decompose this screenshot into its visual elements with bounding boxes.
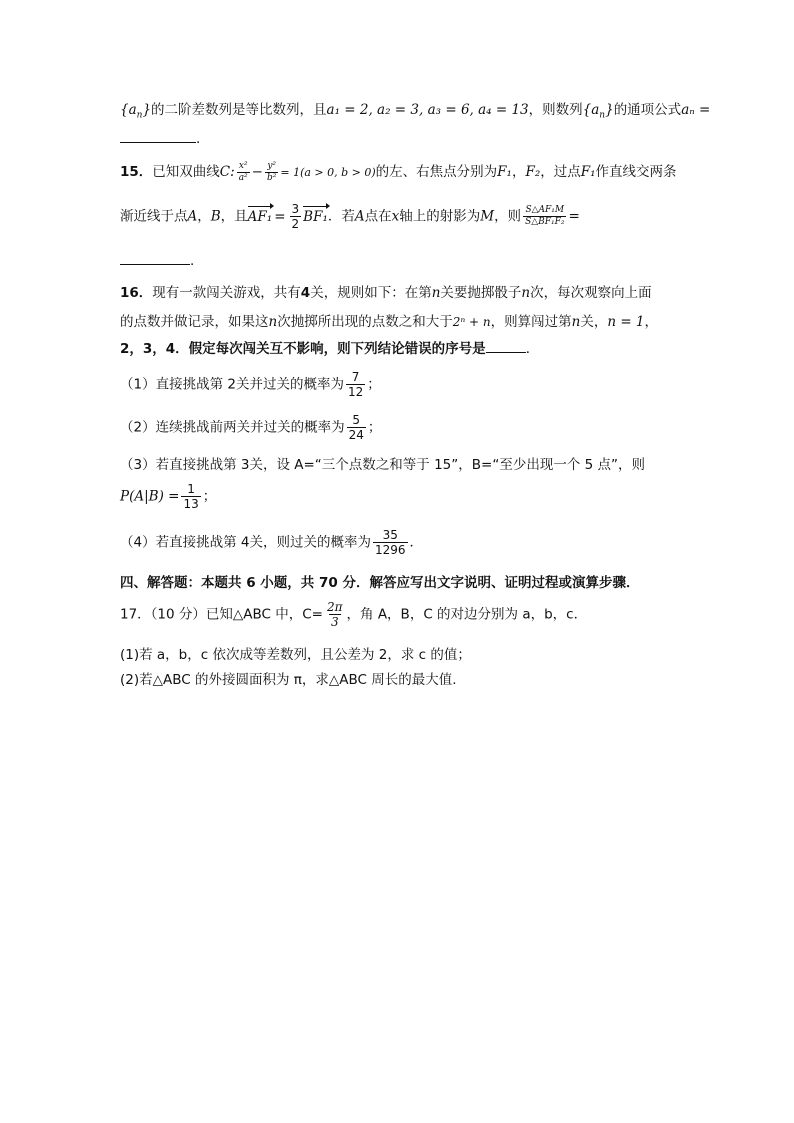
q15-number: 15． [120,164,153,180]
answer-blank-16[interactable] [486,338,526,353]
q15-text-8: 点在 [364,208,392,225]
q15-text-7: ．若 [327,208,355,225]
q15-text-2: 的左、右焦点分别为 [375,164,498,180]
q16-number: 16． [120,285,153,301]
q16-option-3: （3）若直接挑战第 3关，设 A=“三个点数之和等于 15”，B=“至少出现一个 5 点”，则 [120,457,645,473]
q14-line-1 [120,98,710,121]
frac-7-12: $\frac{7}{12}$ [347,370,364,399]
point-b: B [210,208,221,225]
q17-part-1: (1)若 a，b，c 依次成等差数列，且公差为 2，求 c 的值； [120,647,471,663]
q15-text-9: 轴上的射影为 [399,208,481,225]
q15-text-3: ，过点 [540,164,581,180]
q16-option-2: （2）连续挑战前两关并过关的概率为 $\frac{5}{24}$ ； [120,413,382,442]
q14-text-1: 的二阶差数列是等比数列，且 [151,102,327,118]
minus-sign: − [251,164,263,180]
q17-part-2: (2)若△ABC 的外接圆面积为 π，求△ABC 周长的最大值. [120,672,457,688]
q17-head: 17．（10 分）已知△ABC 中，C= [120,606,323,623]
q14-text-3: 的通项公式 [613,102,682,118]
conditional-probability: P(A|B) = [120,488,180,505]
hyperbola-condition: = 1(a > 0, b > 0) [280,166,376,179]
q16-option-1: （1）直接挑战第 2关并过关的概率为 $\frac{7}{12}$ ； [120,370,381,399]
q14-text-2: ，则数列 [528,102,583,118]
frac-2pi-3: $\frac{2\pi}{3}$ [327,600,343,629]
vector-af1: AF₁ [247,208,273,225]
point-m: M [480,208,495,225]
q17-line-1 [120,600,587,629]
frac-35-1296: $\frac{35}{1296}$ [374,528,406,557]
q17-tail: ，角 A，B，C 的对边分别为 a，b，c． [346,606,588,623]
frac-3-2: $\frac{3}{2}$ [291,202,300,231]
q16-line-1: 16．现有一款闯关游戏，共有4关，规则如下：在第n关要抛掷骰子n次，每次观察向上面 [120,285,652,301]
q14-an: aₙ = [681,102,711,118]
answer-blank-15[interactable] [120,250,190,265]
q15-text-1: 已知双曲线 [152,164,220,180]
q15-line-1: 15．已知双曲线C: $\frac{\text{x²}}{\text{a²}}$ − $\frac{\text{y²}}{\text{b²}}$ = 1(a > 0, b > 0)的左、右焦点分别为F₁，F₂，过点F₁作直线交两条 [120,160,677,183]
vector-bf1: BF₁ [303,208,328,225]
q16-line-3: 2，3，4．假定每次闯关互不影响，则下列结论错误的序号是 ． [120,337,539,357]
section-4-heading: 四、解答题：本题共 6 小题，共 70 分．解答应写出文字说明、证明过程或演算步骤． [120,575,640,591]
answer-blank-14[interactable] [120,128,196,143]
focus-f1-b: F₁ [580,164,596,180]
q15-text-4: 作直线交两条 [595,164,677,180]
q15-text-10: ，则 [494,208,522,225]
seq-notation: $\{a_n\}$ [120,102,152,121]
frac-y2-b2: $\frac{\text{y²}}{\text{b²}}$ [266,160,277,183]
q16-option-3-cont: P(A|B) = $\frac{1}{13}$ ； [120,482,217,511]
q15-text-5: 渐近线于点 [120,208,188,225]
area-ratio: $\frac{\text{S△AF₁M}}{\text{S△BF₁F₂}}$ [525,205,565,227]
q16-option-4: （4）若直接挑战第 4关，则过关的概率为 $\frac{35}{1296}$ ． [120,528,424,557]
threshold-expression: 2ⁿ + n [452,315,491,329]
frac-5-24: $\frac{5}{24}$ [348,413,364,442]
q15-line-2: 渐近线于点A，B，且AF₁ = $\frac{3}{2}$ BF₁．若A点在x轴上的射影为M，则 $\frac{\text{S△AF₁M}}{\text{S△BF₁F₂}}$ = [120,202,580,231]
q15-text-6: ，且 [220,208,248,225]
seq-notation-2: $\{a_n\}$ [582,102,614,121]
hyperbola-name: C: [219,164,235,180]
frac-x2-a2: $\frac{\text{x²}}{\text{a²}}$ [238,160,248,183]
q14-line-2: . [120,128,200,147]
q14-condition: a₁ = 2, a₂ = 3, a₃ = 6, a₄ = 13 [326,102,529,118]
focus-f2: F₂ [525,164,541,180]
frac-1-13: $\frac{1}{13}$ [183,482,199,511]
q15-line-3: . [120,250,194,269]
point-a: A [187,208,198,225]
focus-f1: F₁ [497,164,512,180]
q16-line-2: 的点数并做记录，如果这n次抛掷所出现的点数之和大于2ⁿ + n，则算闯过第n关，n = 1， [120,314,659,330]
x-axis-label: x [391,208,400,225]
point-a-2: A [354,208,365,225]
